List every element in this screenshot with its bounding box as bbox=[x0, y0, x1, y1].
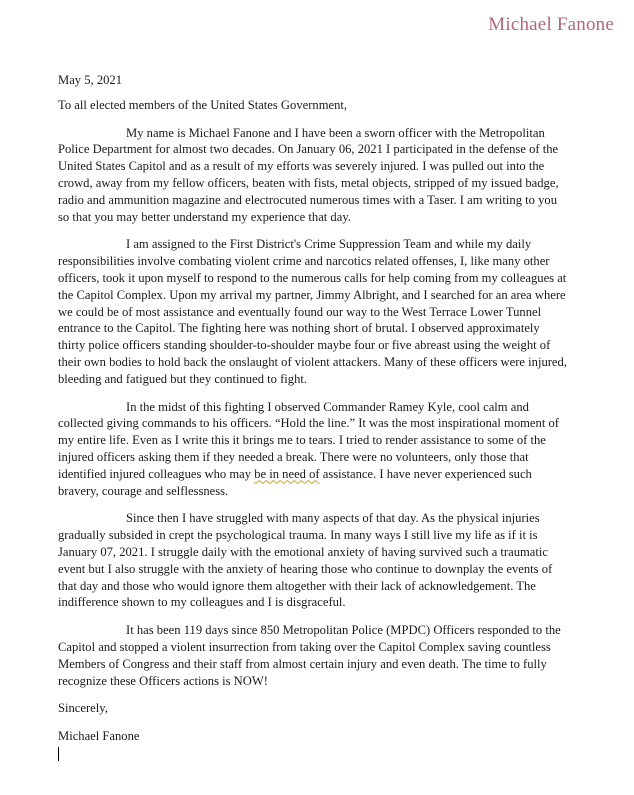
paragraph-3 bbox=[58, 399, 568, 500]
paragraph-3-text-before: In the midst of this fighting I observed Commander Ramey Kyle, cool calm and collected giving commands to his officers. “Hold the line.” It was the most inspirational moment of my entire life. Even as I write this it brings me to tears. I tried to render assistance to some of the injured officers asking them if they needed a break. There were no volunteers, only those that identified injured colleagues who may bbox=[58, 399, 559, 481]
letterhead-name: Michael Fanone bbox=[488, 14, 614, 35]
letter-salutation: To all elected members of the United States Government, bbox=[58, 97, 348, 112]
paragraph-4: Since then I have struggled with many aspects of that day. As the physical injuries gradually subsided in crept the psychological trauma. In many ways I still live my life as if it is January 07, 2021. I struggle daily with the emotional anxiety of having survived such a traumatic event but I also struggle with the anxiety of hearing those who continue to downplay the events of that day and those who would ignore them altogether with their lack of acknowledgement. The indifference shown to my colleagues and I is disgraceful. bbox=[58, 511, 553, 610]
paragraph-2: I am assigned to the First District's Crime Suppression Team and while my daily responsibilities involve combating violent crime and narcotics related offenses, I, like many other officers, took it upon myself to respond to the numerous calls for help coming from my colleagues at the Capitol Complex. Upon my arrival my partner, Jimmy Albright, and I searched for an area where we could be of most assistance and eventually found our way to the West Terrace Lower Tunnel entrance to the Capitol. The fighting here was nothing short of brutal. I observed approximately thirty police officers standing shoulder-to-shoulder maybe four or five abreast using the weight of their own bodies to hold back the onslaught of violent attackers. Many of these officers were injured, bleeding and fatigued but they continued to fight. bbox=[58, 237, 567, 386]
letter-body[interactable] bbox=[58, 72, 568, 761]
letter-signature: Michael Fanone bbox=[58, 729, 140, 744]
paragraph-1: My name is Michael Fanone and I have been a sworn officer with the Metropolitan Police Department for almost two decades. On January 06, 2021 I participated in the defense of the United States Capitol and as a result of my efforts was severely injured. I was pulled out into the crowd, away from my fellow officers, beaten with fists, metal objects, stripped of my issued badge, radio and ammunition magazine and electrocuted numerous times with a Taser. I am writing to you so that you may better understand my experience that day. bbox=[58, 125, 559, 224]
letter-closing: Sincerely, bbox=[58, 701, 108, 716]
grammar-flagged-phrase[interactable]: be in need of bbox=[254, 466, 320, 481]
paragraph-5: It has been 119 days since 850 Metropolitan Police (MPDC) Officers responded to the Capitol and stopped a violent insurrection from taking over the Capitol Complex saving countless Members of Congress and their staff from almost certain injury and even death. The time to fully recognize these Officers actions is NOW! bbox=[58, 623, 561, 688]
letter-date: May 5, 2021 bbox=[58, 73, 123, 87]
text-cursor bbox=[58, 747, 59, 761]
paragraph-3-text-after: assistance. I have never experienced such bravery, courage and selflessness. bbox=[58, 466, 532, 498]
